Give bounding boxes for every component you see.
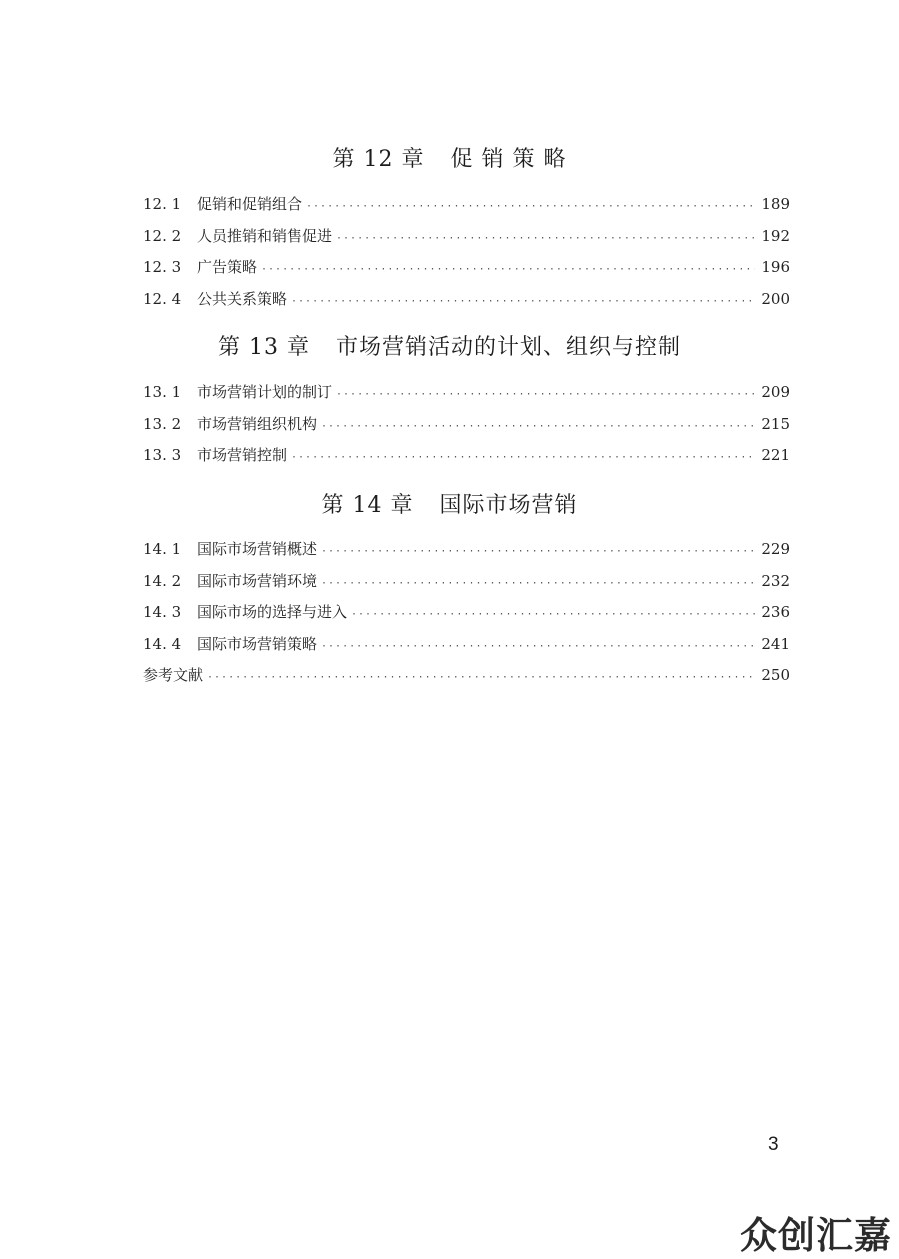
section-title: 国际市场营销概述 (197, 540, 318, 558)
chapter-title: 国际市场营销 (439, 493, 578, 518)
toc-entry-references[interactable] (143, 663, 790, 695)
toc-entry-12-1[interactable] (143, 192, 790, 224)
chapter-12-toc (143, 192, 790, 318)
section-number: 14. 3 (143, 603, 182, 621)
dot-leader (291, 446, 755, 470)
dot-leader (291, 290, 755, 314)
toc-entry-12-4[interactable] (143, 287, 790, 319)
dot-leader (321, 635, 755, 659)
section-number: 14. 1 (143, 540, 182, 558)
chapter-12-heading (0, 142, 899, 173)
dot-leader (306, 195, 755, 219)
chapter-title: 市场营销活动的计划、组织与控制 (335, 335, 681, 360)
page-number: 196 (761, 258, 790, 276)
section-title: 市场营销组织机构 (197, 414, 318, 433)
toc-entry-12-2[interactable] (143, 224, 790, 256)
toc-entry-13-3[interactable] (143, 443, 790, 475)
page-number: 236 (761, 603, 790, 621)
section-number: 13. 1 (143, 383, 182, 401)
chapter-13-toc (143, 380, 790, 475)
dot-leader (336, 383, 755, 407)
dot-leader (321, 540, 755, 564)
section-number: 12. 1 (143, 195, 182, 213)
section-title: 市场营销控制 (197, 446, 288, 464)
toc-entry-14-1[interactable] (143, 537, 790, 569)
dot-leader (351, 603, 755, 627)
page-number: 241 (761, 634, 790, 653)
references-title: 参考文献 (143, 666, 204, 684)
section-number: 13. 2 (143, 414, 182, 433)
dot-leader (207, 666, 755, 690)
toc-entry-12-3[interactable] (143, 255, 790, 287)
section-number: 14. 4 (143, 634, 182, 653)
page-number: 189 (761, 195, 790, 213)
section-title: 市场营销计划的制订 (197, 383, 333, 401)
page-number: 250 (761, 666, 790, 684)
watermark-logo: 众创汇嘉 (740, 1214, 892, 1257)
section-title: 国际市场营销策略 (197, 634, 318, 653)
page-number: 192 (761, 226, 790, 245)
chapter-number: 第 14 章 (321, 493, 414, 518)
chapter-14-heading (0, 488, 899, 519)
toc-entry-13-1[interactable] (143, 380, 790, 412)
chapter-14-toc (143, 537, 790, 695)
page-number: 232 (761, 571, 790, 590)
section-number: 12. 3 (143, 258, 182, 276)
dot-leader (261, 258, 755, 282)
toc-entry-14-2[interactable] (143, 569, 790, 601)
section-number: 14. 2 (143, 571, 182, 590)
section-number: 12. 2 (143, 226, 182, 245)
dot-leader (321, 572, 755, 596)
toc-entry-14-3[interactable] (143, 600, 790, 632)
page-number: 215 (761, 414, 790, 433)
page-number: 221 (761, 446, 790, 464)
chapter-13-heading (0, 330, 899, 361)
chapter-number: 第 13 章 (218, 335, 310, 360)
toc-entry-13-2[interactable] (143, 412, 790, 444)
section-number: 13. 3 (143, 446, 182, 464)
chapter-title: 促 销 策 略 (450, 147, 567, 172)
section-title: 人员推销和销售促进 (197, 226, 333, 245)
section-title: 促销和促销组合 (197, 195, 303, 213)
chapter-number: 第 12 章 (332, 147, 425, 172)
section-title: 公共关系策略 (197, 289, 288, 308)
section-title: 国际市场营销环境 (197, 571, 318, 590)
page-number: 229 (761, 540, 790, 558)
dot-leader (321, 415, 755, 439)
page-number: 200 (761, 289, 790, 308)
section-title: 国际市场的选择与进入 (197, 603, 348, 621)
toc-entry-14-4[interactable] (143, 632, 790, 664)
page-number: 209 (761, 383, 790, 401)
section-title: 广告策略 (197, 258, 258, 276)
section-number: 12. 4 (143, 289, 182, 308)
page-footer-number: 3 (768, 1134, 779, 1155)
dot-leader (336, 227, 755, 251)
